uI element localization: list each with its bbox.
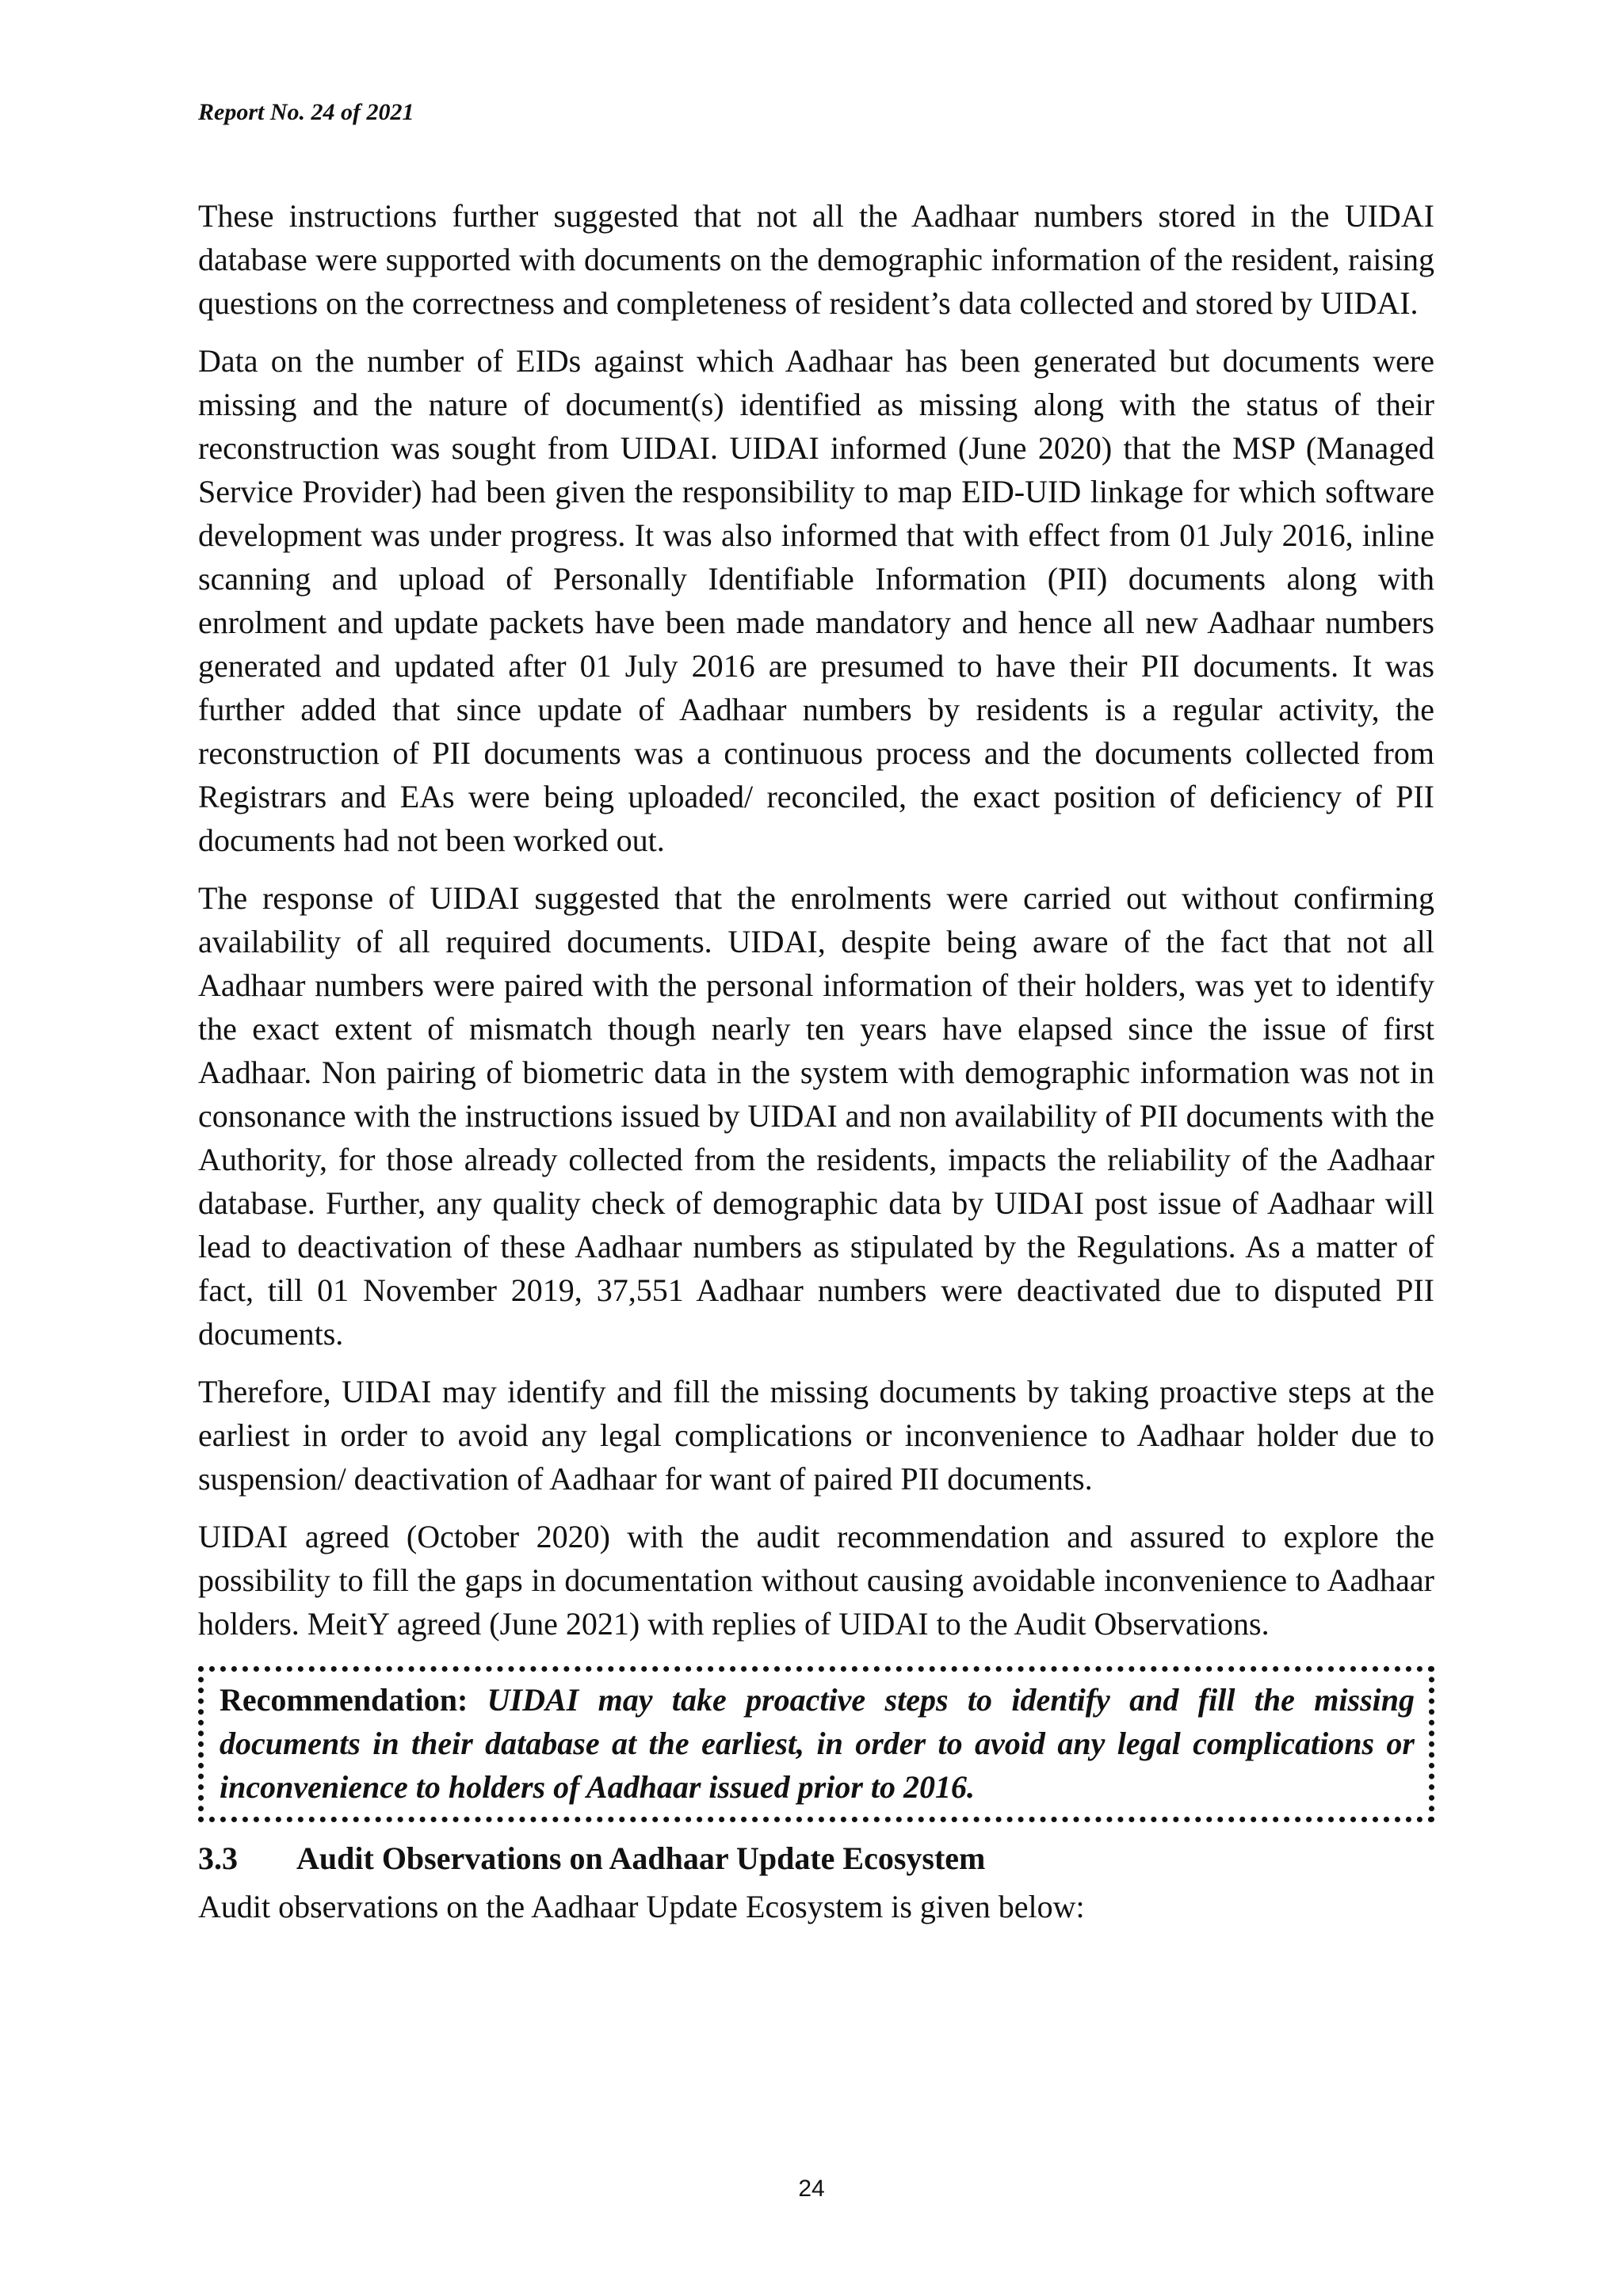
section-number: 3.3 xyxy=(198,1840,238,1876)
paragraph-1: These instructions further suggested that not all the Aadhaar numbers stored in the UIDAI database were supported with documents on the demographic information of the resident, raising questions on the correctness and completeness of resident’s data collected and stored by UIDAI. xyxy=(198,198,1434,321)
page-number: 24 xyxy=(798,2176,825,2202)
recommendation-label: Recommendation: xyxy=(220,1682,468,1718)
recommendation-text: UIDAI may take proactive steps to identify and fill the missing documents in their database at the earliest, in order to avoid any legal complications or inconvenience to holders of Aadhaar issued prior to 2016. xyxy=(220,1682,1415,1805)
paragraph-3: The response of UIDAI suggested that the enrolments were carried out without confirming availability of all required documents. UIDAI, despite being aware of the fact that not all Aadhaar numbers were paired with the personal information of their holders, was yet to identify the exact extent of mismatch though nearly ten years have elapsed since the issue of first Aadhaar. Non pairing of biometric data in the system with demographic information was not in consonance with the instructions issued by UIDAI and non availability of PII documents with the Authority, for those already collected from the residents, impacts the reliability of the Aadhaar database. Further, any quality check of demographic data by UIDAI post issue of Aadhaar will lead to deactivation of these Aadhaar numbers as stipulated by the Regulations. As a matter of fact, till 01 November 2019, 37,551 Aadhaar numbers were deactivated due to disputed PII documents. xyxy=(198,880,1434,1352)
recommendation-box xyxy=(198,1666,1434,1822)
paragraph-2: Data on the number of EIDs against which Aadhaar has been generated but documents were missing and the nature of document(s) identified as missing along with the status of their reconstruction was sought from UIDAI. UIDAI informed (June 2020) that the MSP (Managed Service Provider) had been given the responsibility to map EID-UID linkage for which software development was under progress. It was also informed that with effect from 01 July 2016, inline scanning and upload of Personally Identifiable Information (PII) documents along with enrolment and update packets have been made mandatory and hence all new Aadhaar numbers generated and updated after 01 July 2016 are presumed to have their PII documents. It was further added that since update of Aadhaar numbers by residents is a regular activity, the reconstruction of PII documents was a continuous process and the documents collected from Registrars and EAs were being uploaded/ reconciled, the exact position of deficiency of PII documents had not been worked out. xyxy=(198,343,1434,858)
paragraph-5: UIDAI agreed (October 2020) with the audit recommendation and assured to explore the possibility to fill the gaps in documentation without causing avoidable inconvenience to Aadhaar holders. MeitY agreed (June 2021) with replies of UIDAI to the Audit Observations. xyxy=(198,1519,1434,1642)
section-title: Audit Observations on Aadhaar Update Ecosystem xyxy=(296,1840,986,1876)
report-header: Report No. 24 of 2021 xyxy=(198,99,414,125)
section-heading xyxy=(198,1836,1434,1880)
paragraph-4: Therefore, UIDAI may identify and fill the missing documents by taking proactive steps at the earliest in order to avoid any legal complications or inconvenience to Aadhaar holder due to suspension/ deactivation of Aadhaar for want of paired PII documents. xyxy=(198,1374,1434,1497)
body-text xyxy=(198,194,1434,1943)
section-intro: Audit observations on the Aadhaar Update Ecosystem is given below: xyxy=(198,1889,1085,1924)
